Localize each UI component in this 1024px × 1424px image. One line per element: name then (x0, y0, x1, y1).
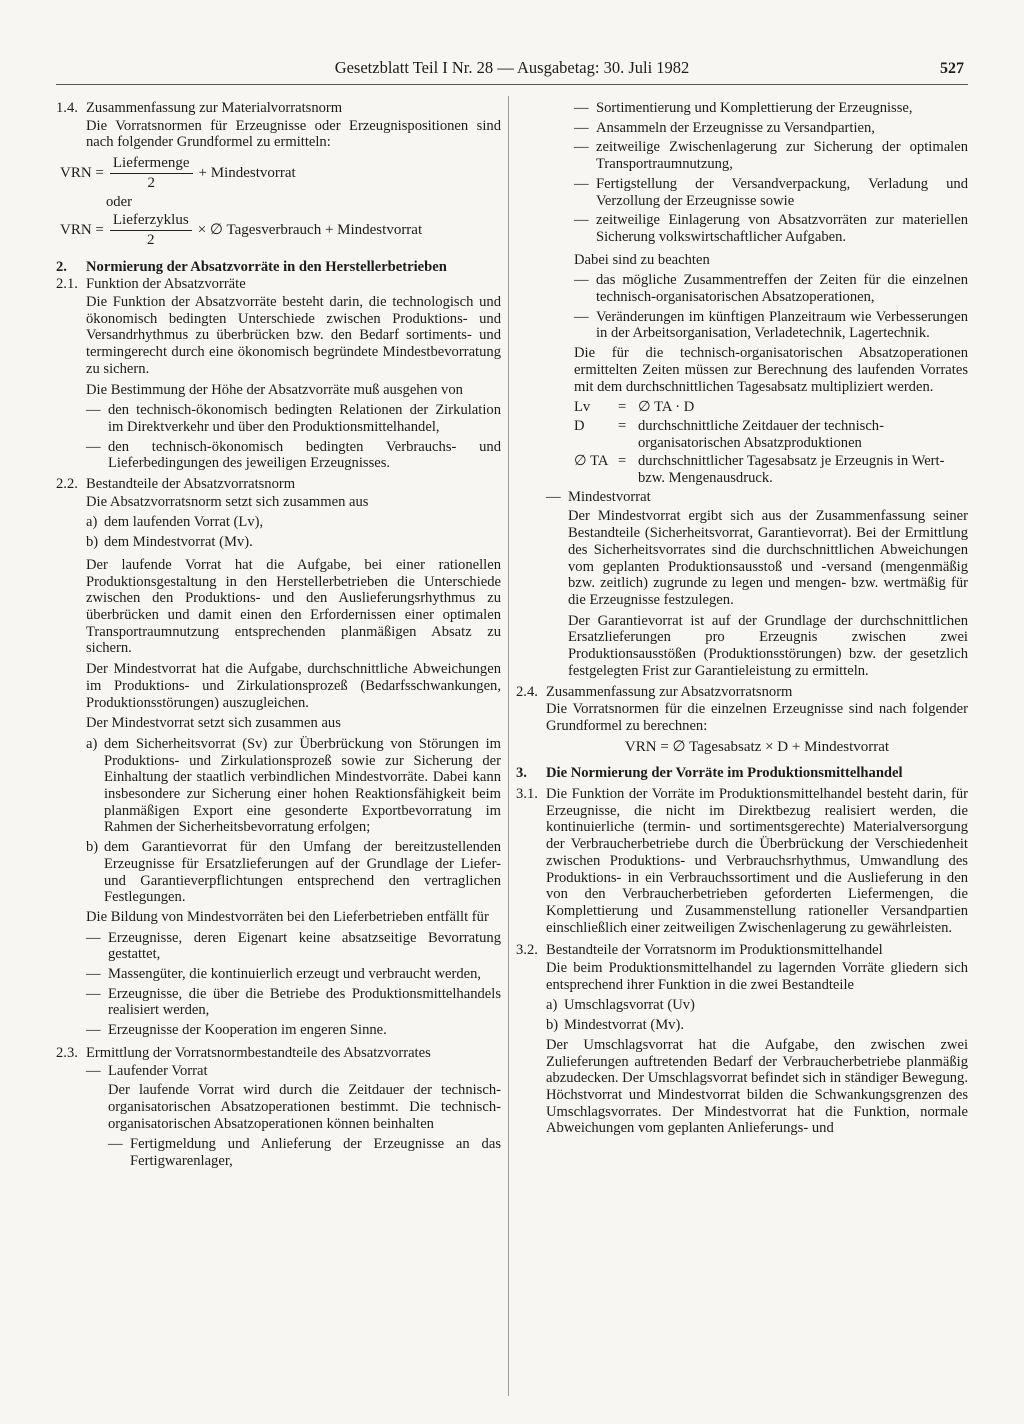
section-body (516, 701, 968, 755)
section-heading: 1.4. Zusammenfassung zur Materialvorratsnorm (56, 100, 343, 116)
list-item: — Massengüter, die kontinuierlich erzeugt und verbraucht werden, (86, 966, 482, 983)
formula: VRN = ∅ Tagesabsatz × D + Mindestvorrat (624, 738, 890, 755)
paragraph: Die Bildung von Mindestvorräten bei den Lieferbetrieben entfällt für (86, 908, 489, 925)
paragraph: Der laufende Vorrat hat die Aufgabe, bei einer rationellen Produktionsgestaltung in den Herstellerbetrieben die Unterschiede zwischen den Produktions- und den Auslieferungsrhythmus zu überbrücken und damit einen den Erfordernissen einer optimalen Transportraumnutzung entsprechenden planmäßigen Absatz zu sichern. (86, 556, 501, 657)
section-heading: 2.2. Bestandteile der Absatzvorratsnorm (56, 476, 296, 493)
right-column (516, 100, 968, 1141)
section-body (56, 1063, 501, 1170)
formula-connector: oder (106, 193, 132, 210)
paragraph: Dabei sind zu beachten (574, 251, 710, 268)
section-heading: 2.4. Zusammenfassung zur Absatzvorratsnorm (516, 683, 793, 700)
list-item: a) dem Sicherheitsvorrat (Sv) zur Überbrückung von Störungen im Produktions- und Zirkulationsprozeß sowie zur Sicherung der Einhaltung der staatlich verbindlichen Mindestvorräte. Dabei kann insbesondere zur Sicherung einer hohen Reaktionsfähigkeit beim planmäßigen Export eine gesonderte Exportbevorratung im Rahmen der Sicherheitsbevorratung erfolgen; (86, 735, 501, 836)
paragraph: Der laufende Vorrat wird durch die Zeitdauer der technisch-organisatorischen Absatzoperationen bestimmt. Die technisch-organisatorischen Absatzoperationen können beinhalten (108, 1082, 501, 1132)
section-body (56, 118, 501, 249)
definition-row: ∅ TA = durchschnittlicher Tagesabsatz je Erzeugnis in Wert- bzw. Mengenausdruck. (574, 453, 945, 487)
definition-row: Lv = ∅ TA · D (574, 399, 695, 416)
section-heading: 2.3. Ermittlung der Vorratsnormbestandteile des Absatzvorrates (56, 1044, 431, 1061)
section-body (516, 960, 968, 1137)
list-item: — Ansammeln der Erzeugnisse zu Versandpartien, (574, 119, 875, 136)
paragraph: Die Bestimmung der Höhe der Absatzvorräte muß ausgehen von (86, 381, 463, 398)
list-item: — den technisch-ökonomisch bedingten Relationen der Zirkulation im Direktverkehr und über den Produktionsmittelhandel, (86, 402, 501, 435)
left-column (56, 100, 501, 1173)
list-item: — Fertigmeldung und Anlieferung der Erzeugnisse an das Fertigwarenlager, (108, 1136, 501, 1170)
list-item: — den technisch-ökonomisch bedingten Verbrauchs- und Lieferbedingungen des jeweiligen Erzeugnisses. (86, 438, 501, 472)
section-body (56, 494, 501, 1039)
paragraph: Der Mindestvorrat ergibt sich aus der Zusammenfassung seiner Bestandteile (Sicherheitsvorrat, Garantievorrat). Bei der Ermittlung des Sicherheitsvorrates sind die durchschnittlichen Abweichungen vom geplanten Produktionsausstoß und -versand (mengenmäßig bzw. zeitlich) zugrunde zu legen und mengen- bzw. wertmäßig für die Erzeugnisse festzulegen. (568, 508, 968, 608)
fraction: $\frac{\text{Liefermenge}}{2}$ (110, 155, 193, 191)
section-heading: 2. Normierung der Absatzvorräte in den Herstellerbetrieben (56, 258, 447, 275)
header-title: Gesetzblatt Teil I Nr. 28 — Ausgabetag: 30. Juli 1982 (334, 58, 690, 77)
page-header (56, 58, 968, 85)
section-heading: 3.2. Bestandteile der Vorratsnorm im Produktionsmittelhandel (516, 942, 883, 959)
paragraph: Der Umschlagsvorrat hat die Aufgabe, den zwischen zwei Zulieferungen auftretenden Bedarf der Verbraucherbetriebe planmäßig abzudecken. Der Umschlagsvorrat befindet sich in ständiger Bewegung. Höchstvorrat und Mindestvorrat bilden die Schwankungsgrenzen des Umschlagsvorrates. Der Mindestvorrat hat die Funktion, normale Abweichungen vom geplanten Anlieferungs- und (546, 1036, 968, 1137)
formula: VRN = $\frac{\text{Lieferzyklus}}{2}$ × ∅ Tagesverbrauch + Mindestvorrat (60, 212, 423, 248)
paragraph: Die beim Produktionsmittelhandel zu lagernden Vorräte gliedern sich entsprechend ihrer Funktion in die zwei Bestandteile (546, 960, 968, 993)
list-item: b) Mindestvorrat (Mv). (546, 1017, 684, 1034)
paragraph: Der Garantievorrat ist auf der Grundlage der durchschnittlichen Ersatzlieferungen pro Erzeugnis zwischen zwei Produktionsausstößen (Produktionsstörungen) bzw. der gesetzlich festgelegten Frist zur Garantieleistung zu ermitteln. (568, 612, 968, 679)
paragraph: Der Mindestvorrat hat die Aufgabe, durchschnittliche Abweichungen im Produktions- und Zirkulationsprozeß (Bedarfsschwankungen, Produktionsstörungen) auszugleichen. (86, 661, 501, 711)
list-item: — Erzeugnisse, die über die Betriebe des Produktionsmittelhandels realisiert werden, (86, 985, 501, 1019)
list-item: — Erzeugnisse, deren Eigenart keine absatzseitige Bevorratung gestattet, (86, 929, 501, 963)
list-item: — Fertigstellung der Versandverpackung, Verladung und Verzollung der Erzeugnisse sowie (574, 175, 968, 209)
paragraph: Die Vorratsnormen für Erzeugnisse oder Erzeugnispositionen sind nach folgender Grundformel zu ermitteln: (86, 117, 501, 151)
paragraph: Die Absatzvorratsnorm setzt sich zusammen aus (86, 493, 369, 510)
section-heading: 3. Die Normierung der Vorräte im Produktionsmittelhandel (516, 765, 903, 782)
column-divider (508, 96, 509, 1396)
formula: VRN = $\frac{\text{Liefermenge}}{2}$ + Mindestvorrat (60, 155, 296, 191)
list-item: — das mögliche Zusammentreffen der Zeiten für die einzelnen technisch-organisatorischen Absatzoperationen, (574, 272, 968, 306)
paragraph: Die für die technisch-organisatorischen Absatzoperationen ermittelten Zeiten müssen zur Berechnung des laufenden Vorrates mit dem durchschnittlichen Tagesabsatz multipliziert werden. (574, 345, 968, 395)
paragraph: Die Vorratsnormen für die einzelnen Erzeugnisse sind nach folgender Grundformel zu berechnen: (546, 701, 968, 734)
list-item: — Erzeugnisse der Kooperation im engeren Sinne. (86, 1022, 387, 1039)
section-heading: 2.1. Funktion der Absatzvorräte (56, 276, 246, 293)
page-number: 527 (940, 60, 964, 77)
definition-row: D = durchschnittliche Zeitdauer der technisch-organisatorischen Absatzproduktionen (574, 417, 884, 451)
list-item: — Mindestvorrat (546, 488, 651, 505)
list-item: — zeitweilige Zwischenlagerung zur Sicherung der optimalen Transportraumnutzung, (574, 139, 968, 173)
paragraph: Der Mindestvorrat setzt sich zusammen aus (86, 715, 341, 732)
paragraph: Die Funktion der Absatzvorräte besteht darin, die technologisch und ökonomisch bedingten Unterschiede zwischen Produktions- und Versandrhythmus zu überbrücken bzw. den Bedarf sortiments- und termingerecht durch eine ökonomisch begründete Mindestbevorratung zu sichern. (86, 294, 501, 377)
list-item: b) dem Garantievorrat für den Umfang der bereitzustellenden Erzeugnisse für Ersatzlieferungen auf der Grundlage der Liefer- und Garantieverpflichtungen entsprechend den vertraglichen Festlegungen. (86, 839, 501, 906)
section-body (516, 100, 968, 487)
section-heading: 3.1. Die Funktion der Vorräte im Produktionsmittelhandel besteht darin, für Erzeugnisse, die nicht im Direktbezug realisiert werden, die kontinuierliche (termin- und sortimentsgerechte) Materialversorgung der Verbraucherbetriebe durch die Überbrückung der Verschiedenheit zwischen Produktions- und Verbrauchsrhythmus, Umwandlung des Produktions- in ein Verbrauchssortiment und die Auslieferung in den von den Verbraucherbetrieben geforderten Liefermengen, die Komplettierung und Zusammenstellung rationeller Versandpartien einschließlich einer zeitweiligen Zwischenlagerung zu gewährleisten. (516, 786, 968, 936)
list-item: a) Umschlagsvorrat (Uv) (546, 997, 695, 1014)
list-item: — zeitweilige Einlagerung von Absatzvorräten zur materiellen Sicherung volkswirtschaftlicher Aufgaben. (574, 212, 968, 245)
list-item: b) dem Mindestvorrat (Mv). (86, 534, 253, 551)
list-item: — Veränderungen im künftigen Planzeitraum wie Verbesserungen in der Arbeitsorganisation, Verladetechnik, Lagertechnik. (574, 308, 968, 342)
section-body (56, 294, 501, 472)
fraction: $\frac{\text{Lieferzyklus}}{2}$ (110, 212, 192, 248)
list-item: — Laufender Vorrat (86, 1062, 208, 1079)
list-item: a) dem laufenden Vorrat (Lv), (86, 514, 264, 531)
list-item: — Sortimentierung und Komplettierung der Erzeugnisse, (574, 100, 913, 116)
